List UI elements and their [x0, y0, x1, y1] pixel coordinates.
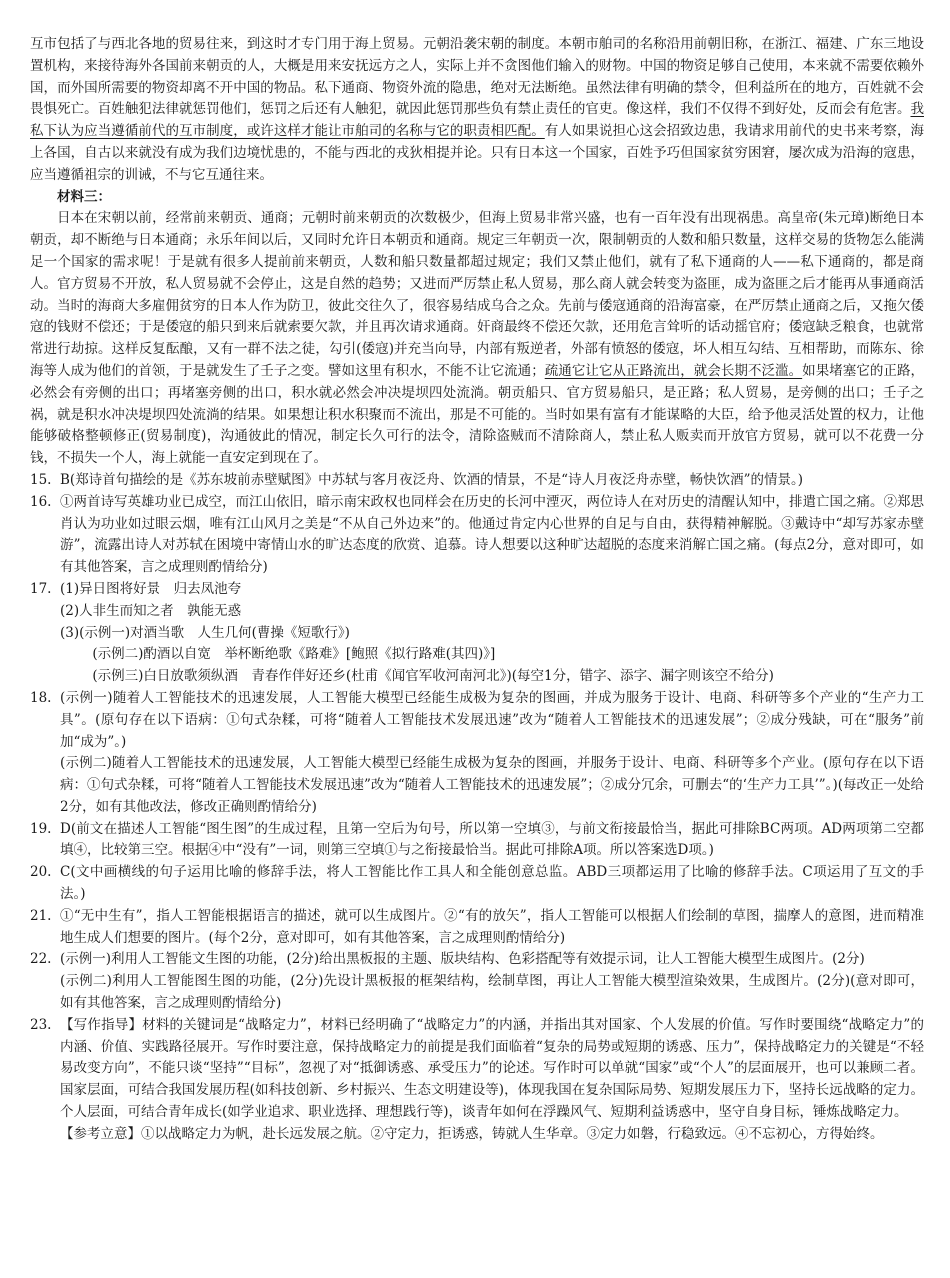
- material2-paragraph: [30, 34, 924, 187]
- answer-22: [30, 949, 924, 1014]
- answer-text: B(郑诗首句描绘的是《苏东坡前赤壁赋图》中苏轼与客月夜泛舟、饮酒的情景，不是“诗人月夜泛舟赤壁，畅快饮酒”的情景。): [60, 471, 804, 488]
- material2-text-a: 互市包括了与西北各地的贸易往来，到这时才专门用于海上贸易。元朝沿袭宋朝的制度。本朝市舶司的名称沿用前朝旧称，在浙江、福建、广东三地设置机构，来接待海外各国前来朝贡的人，大概是用来安抚远方之人，实际上并不贪图他们输入的财物。中国的物资足够自己使用，本来就不需要依赖外国，而外国所需要的物资却离不开中国的物品。私下通商、物资外流的隐患，绝对无法断绝。虽然法律有明确的禁令，但利益所在的地方，百姓就不会畏惧死亡。百姓触犯法律就惩罚他们，惩罚之后还有人触犯，就因此惩罚那些负有禁止责任的官吏。像这样，我们不仅得不到好处，反而会有危害。: [30, 36, 924, 118]
- writing-guidance: 【写作指导】材料的关键词是“战略定力”，材料已经明确了“战略定力”的内涵，并指出其对国家、个人发展的价值。写作时要围绕“战略定力”的内涵、价值、实践路径展开。写作时要注意，保持战略定力的前提是我们面临着“复杂的局势或短期的诱惑、压力”，保持战略定力的关键是“不轻易改变方向”，不能只谈“坚持”“目标”，忽视了对“抵御诱惑、承受压力”的论述。写作时可以单就“国家”或“个人”的层面展开，也可以兼顾二者。国家层面，可结合我国发展历程(如科技创新、乡村振兴、生态文明建设等)，体现我国在复杂国际局势、短期发展压力下，坚持长远战略的定力。个人层面，可结合青年成长(如学业追求、职业选择、理想践行等)，谈青年如何在浮躁风气、短期利益诱惑中，坚守自身目标，锤炼战略定力。: [60, 1016, 924, 1121]
- answer-example-2: (示例二)利用人工智能图生图的功能，(2分)先设计黑板报的框架结构，绘制草图，再让人工智能大模型渲染效果，生成图片。(2分)(意对即可，如有其他答案，言之成理则酌情给分): [60, 973, 924, 1012]
- answer-number: 21.: [30, 907, 52, 924]
- material3-text-a: 日本在宋朝以前，经常前来朝贡、通商；元朝时前来朝贡的次数极少，但海上贸易非常兴盛，也有一百年没有出现祸患。高皇帝(朱元璋)断绝日本朝贡，却不断绝与日本通商；永乐年间以后，又同时允许日本朝贡和通商。规定三年朝贡一次，限制朝贡的人数和船只数量，这样交易的货物怎么能满足一个国家的需求呢！于是就有很多人提前前来朝贡，人数和船只数量都超过规定；我们又禁止他们，就有了私下通商的人——私下通商的，都是商人。官方贸易不开放，私人贸易就不会停止，这是自然的趋势；又进而严厉禁止私人贸易，那么商人就会转变为盗匪，成为盗匪之后才能再从事通商活动。当时的海商大多雇佣贫穷的日本人作为防卫，彼此交往久了，很容易结成乌合之众。先前与倭寇通商的沿海富豪，在严厉禁止通商之后，又拖欠倭寇的钱财不偿还；于是倭寇的船只到来后就索要欠款，并且再次请求通商。奸商最终不偿还欠款，还用危言耸听的话动摇官府；倭寇缺乏粮食，也就常常进行劫掠。这样反复酝酿，又有一群不法之徒，勾引(倭寇)并充当向导，内部有叛逆者，外部有愤怒的倭寇，坏人相互勾结、互相帮助，而陈东、徐海等人成为他们的首领，于是就发生了壬子之变。譬如这里有积水，不能不让它流通；: [30, 210, 924, 379]
- material3-text-b: 如果堵塞它的正路，必然会有旁侧的出口；再堵塞旁侧的出口，积水就必然会冲决堤坝四处流淌。朝贡船只、官方贸易船只，是正路；私人贸易，是旁侧的出口；壬子之祸，就是积水冲决堤坝四处流淌的结果。如果想让积水积聚而不流出，那是不可能的。当时如果有富有才能谋略的大臣，给予他灵活处置的权力，让他能够破格整顿修正(贸易制度)，沟通彼此的情况，制定长久可行的法令，清除盗贼而不清除商人，禁止私人贩卖而开放官方贸易，就可以不花费一分钱，不损失一个人，海上就能一直安定到现在了。: [30, 362, 925, 467]
- answer-text: C(文中画横线的句子运用比喻的修辞手法，将人工智能比作工具人和全能创意总监。ABD三项都运用了比喻的修辞手法。C项运用了互文的手法。): [60, 864, 924, 903]
- reference-themes: 【参考立意】①以战略定力为帆，赴长远发展之航。②守定力，拒诱惑，铸就人生华章。③定力如磐，行稳致远。④不忘初心，方得始终。: [60, 1125, 884, 1142]
- answer-number: 18.: [30, 689, 52, 706]
- answer-18: [30, 688, 924, 819]
- material3-paragraph: [30, 208, 924, 470]
- answer-17: [30, 579, 924, 688]
- answer-text: ①“无中生有”，指人工智能根据语言的描述，就可以生成图片。②“有的放矢”，指人工智能可以根据人们绘制的草图，揣摩人的意图，进而精准地生成人们想要的图片。(每个2分，意对即可，如有其他答案，言之成理则酌情给分): [60, 907, 924, 946]
- material3-underlined-sentence: 疏通它让它从正路流出，就会长期不泛滥。: [544, 362, 803, 379]
- material2-text-b: 有人如果说担心这会招致边患，我请求用前代的史书来考察，海上各国，自古以来就没有成为我们边境忧患的，不能与西北的戎狄相提并论。只有日本这一个国家，百姓予巧但国家贫穷困窘，屡次成为沿海的寇患，应当遵循祖宗的训诫，不与它互通往来。: [30, 123, 925, 183]
- answer-example-1: (示例一)利用人工智能文生图的功能，(2分)给出黑板报的主题、版块结构、色彩搭配等有效提示词，让人工智能大模型生成图片。(2分): [60, 951, 865, 968]
- answer-line: (示例二)酌酒以自宽 举杯断绝歌《路难》[鲍照《拟行路难(其四)》]: [92, 646, 496, 663]
- answer-16: [30, 492, 924, 579]
- answer-15: [30, 470, 924, 492]
- answer-number: 23.: [30, 1016, 52, 1033]
- answer-line: (1)异日图将好景 归去凤池夸: [60, 580, 242, 597]
- answer-23: [30, 1015, 924, 1146]
- material2-underlined-sentence: 我私下认为应当遵循前代的互市制度，或许这样才能让市舶司的名称与它的职责相匹配。: [30, 101, 924, 140]
- answer-number: 22.: [30, 951, 52, 968]
- answer-number: 16.: [30, 493, 52, 510]
- answer-number: 17.: [30, 580, 52, 597]
- answer-19: [30, 819, 924, 863]
- answer-20: [30, 862, 924, 906]
- answer-text: D(前文在描述人工智能“图生图”的生成过程，且第一空后为句号，所以第一空填③，与前文衔接最恰当，据此可排除BC两项。AD两项第二空都填④，比较第三空。根据④中“没有”一词，则第三空填①与之衔接最恰当。据此可排除A项。所以答案选D项。): [60, 820, 924, 859]
- answer-line: (3)(示例一)对酒当歌 人生几何(曹操《短歌行》): [60, 624, 350, 641]
- answer-number: 15.: [30, 471, 52, 488]
- answer-number: 19.: [30, 820, 52, 837]
- answer-example-1: (示例一)随着人工智能技术的迅速发展，人工智能大模型已经能生成极为复杂的图画，并成为服务于设计、电商、科研等多个产业的“生产力工具”。(原句存在以下语病：①句式杂糅，可将“随着人工智能技术发展迅速”改为“随着人工智能技术的迅速发展”；②成分残缺，可在“服务”前加“成为”。): [60, 689, 924, 750]
- answer-number: 20.: [30, 864, 52, 881]
- answer-example-2: (示例二)随着人工智能技术的迅速发展，人工智能大模型已经能生成极为复杂的图画，并服务于设计、电商、科研等多个产业。(原句存在以下语病：①句式杂糅，可将“随着人工智能技术发展迅速”改为“随着人工智能技术的迅速发展”；②成分冗余，可删去“的‘生产力工具’”。)(每改正一处给2分，如有其他改法，修改正确则酌情给分): [60, 755, 924, 815]
- answer-line: (2)人非生而知之者 孰能无惑: [60, 602, 242, 619]
- answer-21: [30, 906, 924, 950]
- answer-line: (示例三)白日放歌须纵酒 青春作伴好还乡(杜甫《闻官军收河南河北》)(每空1分，错字、添字、漏字则该空不给分): [92, 668, 774, 685]
- material3-heading: 材料三：: [57, 188, 111, 205]
- answer-text: ①两首诗写英雄功业已成空，而江山依旧，暗示南宋政权也同样会在历史的长河中湮灭，两位诗人在对历史的清醒认知中，排遣亡国之痛。②郑思肖认为功业如过眼云烟，唯有江山风月之美是“不从自己外边来”的。他通过肯定内心世界的自足与自由，获得精神解脱。③戴诗中“却写苏家赤壁游”，流露出诗人对苏轼在困境中寄情山水的旷达态度的欣赏、追慕。诗人想要以这种旷达超脱的态度来消解亡国之痛。(每点2分，意对即可，如有其他答案，言之成理则酌情给分): [60, 493, 924, 576]
